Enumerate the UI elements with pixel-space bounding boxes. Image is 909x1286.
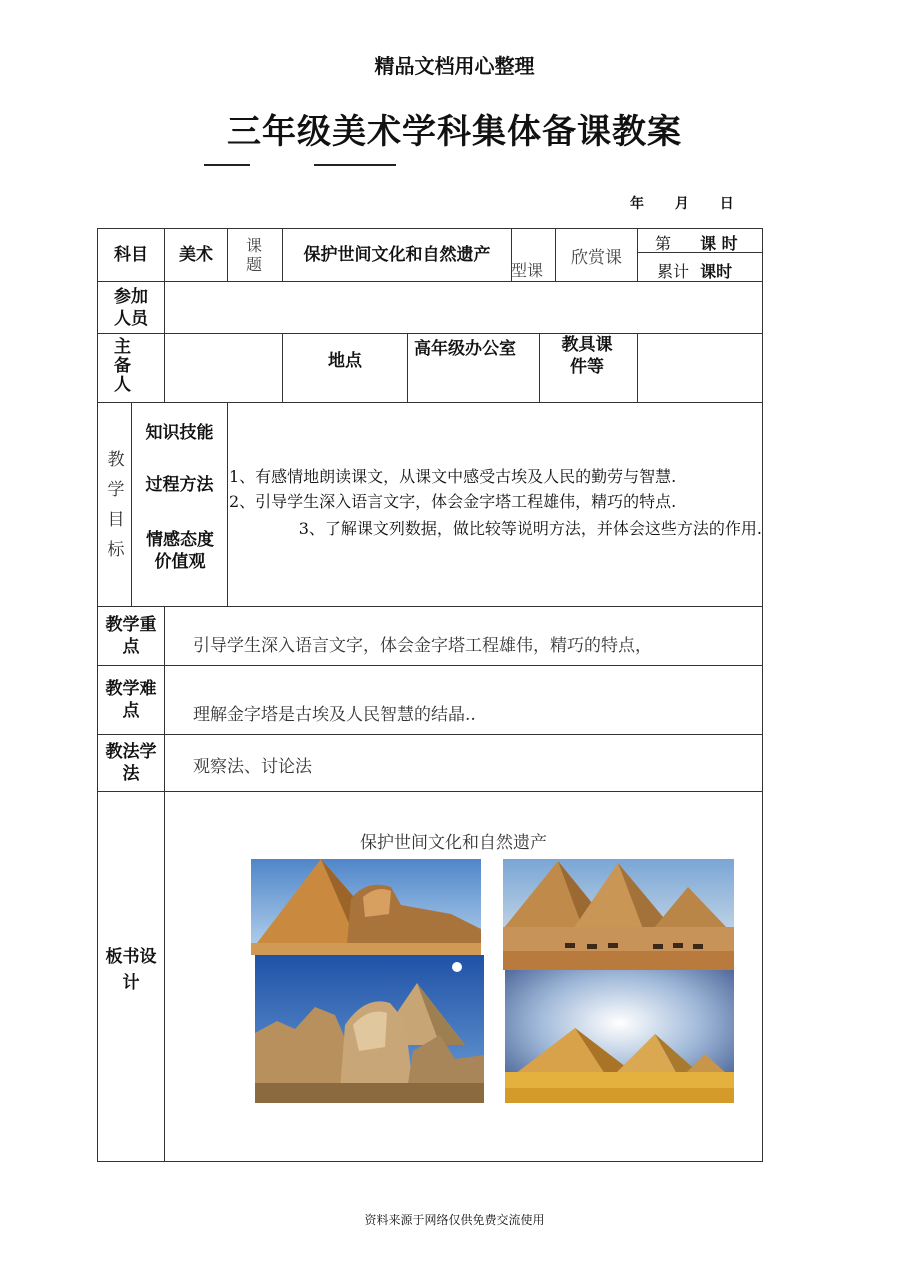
tools-label: 教具课件等 — [561, 335, 613, 377]
total-hours-suffix: 课时 — [700, 262, 733, 281]
date-day: 日 — [719, 196, 734, 212]
sphinx-closeup-photo — [255, 955, 484, 1103]
type-value: 欣赏课 — [571, 247, 622, 268]
sphinx-pyramid-photo — [251, 859, 481, 955]
total-hours-cell — [657, 259, 732, 282]
total-hours-prefix: 累计 — [657, 262, 690, 281]
blank-underline — [204, 164, 250, 166]
subject-value: 美术 — [179, 245, 213, 265]
objective-item: 2、引导学生深入语言文字，体会金字塔工程雄伟，精巧的特点. — [229, 492, 677, 511]
objective-category-emotion: 情感态度价值观 — [146, 530, 214, 572]
page-title: 三年级美术学科集体备课教案 — [227, 112, 682, 152]
top-header: 精品文档用心整理 — [374, 54, 535, 78]
date-year: 年 — [630, 196, 644, 212]
methods-label: 教法学法 — [105, 742, 157, 784]
difficulties-label: 教学难点 — [105, 679, 157, 721]
lesson-number-prefix: 第 — [655, 234, 672, 253]
date-month: 月 — [674, 196, 689, 212]
board-heading: 保护世间文化和自然遗产 — [360, 833, 547, 853]
methods-value: 观察法、讨论法 — [193, 757, 312, 777]
objective-category-knowledge: 知识技能 — [145, 423, 214, 443]
location-value: 高年级办公室 — [414, 339, 516, 359]
objective-item: 1、有感情地朗读课文，从课文中感受古埃及人民的勤劳与智慧. — [229, 467, 677, 486]
location-label: 地点 — [328, 351, 362, 371]
participants-label: 参加人员 — [114, 286, 148, 329]
footer-note: 资料来源于网络仅供免费交流使用 — [364, 1213, 545, 1227]
date-row — [630, 193, 760, 213]
objective-item: 3、了解课文列数据，做比较等说明方法，并体会这些方法的作用. — [298, 519, 762, 538]
objectives-label: 教学目标 — [107, 450, 125, 560]
desert-pyramids-photo — [505, 970, 734, 1103]
preparer-label: 主备人 — [114, 337, 131, 395]
key-points-label: 教学重点 — [105, 615, 157, 657]
type-label: 型课 — [511, 261, 544, 280]
topic-label: 课题 — [245, 236, 262, 274]
board-label: 板书设计 — [105, 947, 157, 993]
lesson-number-cell — [655, 231, 738, 254]
giza-pyramids-camels-photo — [503, 859, 734, 970]
objective-category-process: 过程方法 — [145, 475, 214, 495]
lesson-number-suffix: 课 时 — [700, 234, 738, 253]
blank-underline — [314, 164, 396, 166]
topic-value: 保护世间文化和自然遗产 — [303, 245, 491, 265]
subject-label: 科目 — [114, 245, 148, 265]
key-points-value: 引导学生深入语言文字，体会金字塔工程雄伟，精巧的特点， — [193, 636, 652, 656]
difficulties-value: 理解金字塔是古埃及人民智慧的结晶.. — [193, 705, 476, 725]
